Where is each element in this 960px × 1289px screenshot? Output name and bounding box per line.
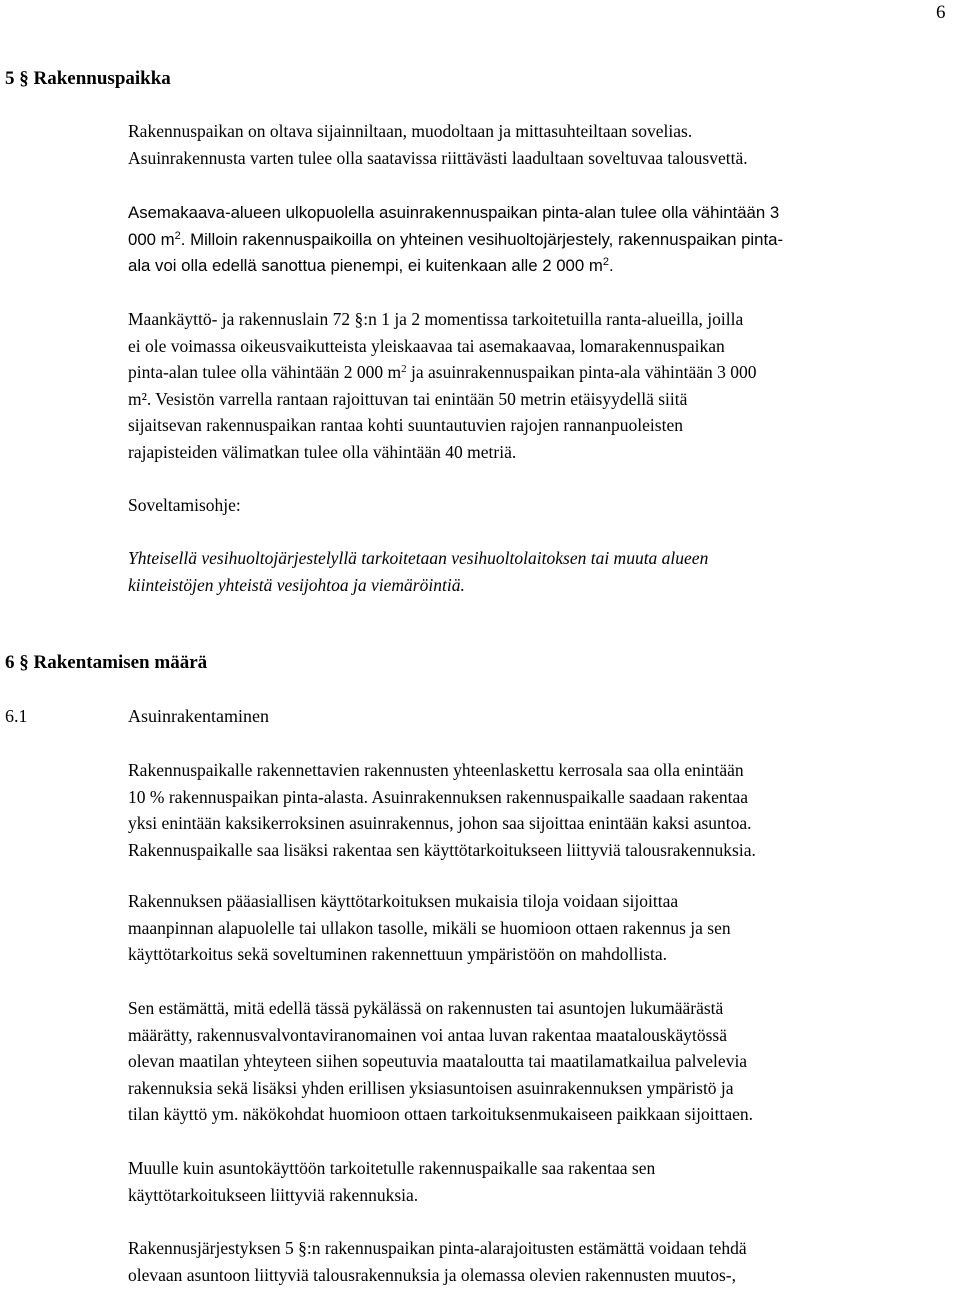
text-line: Rakennusjärjestyksen 5 §:n rakennuspaikan pinta-alarajoitusten estämättä voidaan tehdä [128, 1238, 747, 1258]
section-6-paragraph-2 [128, 888, 954, 968]
text-fragment: ja asuinrakennuspaikan pinta-ala vähintään 3 000 [406, 362, 757, 382]
text-line [128, 359, 954, 386]
text-line: käyttötarkoitukseen liittyviä rakennuksia. [128, 1184, 419, 1205]
text-line: Asemakaava-alueen ulkopuolella asuinrakennuspaikan pinta-alan tulee olla vähintään 3 [128, 203, 780, 222]
section-6-paragraph-3 [128, 995, 954, 1128]
text-fragment: ala voi olla edellä sanottua pienempi, ei kuitenkaan alle 2 000 m [128, 256, 603, 275]
text-line: käyttötarkoitus sekä soveltuminen rakennettuun ympäristöön on mahdollista. [128, 944, 667, 964]
text-line: Muulle kuin asuntokäyttöön tarkoitetulle rakennuspaikalle saa rakentaa sen [128, 1158, 656, 1178]
text-line: kiinteistöjen yhteistä vesijohtoa ja viemäröintiä. [128, 574, 465, 595]
subsection-number: 6.1 [5, 706, 28, 726]
section-5-heading: 5 § Rakennuspaikka [5, 68, 171, 89]
text-line: määrätty, rakennusvalvontaviranomainen voi antaa luvan rakentaa maatalouskäytössä [128, 1024, 727, 1045]
section-5-paragraph-2 [128, 200, 954, 280]
section-6-heading: 6 § Rakentamisen määrä [5, 652, 208, 673]
section-5-paragraph-3 [128, 306, 954, 465]
text-fragment: . Milloin rakennuspaikoilla on yhteinen vesihuoltojärjestely, rakennuspaikan pinta- [180, 229, 784, 249]
text-line: maanpinnan alapuolelle tai ullakon tasolle, mikäli se huomioon ottaen rakennus ja sen [128, 917, 731, 938]
section-6-paragraph-5 [128, 1235, 954, 1288]
guidance-text [128, 545, 954, 598]
text-line [128, 227, 954, 254]
text-line: olevaan asuntoon liittyviä talousrakennuksia ja olemassa olevien rakennusten muutos-, [128, 1264, 736, 1285]
text-line: ei ole voimassa oikeusvaikutteista yleiskaavaa tai asemakaavaa, lomarakennuspaikan [128, 335, 725, 356]
text-line: Rakennuspaikalle rakennettavien rakennusten yhteenlaskettu kerrosala saa olla enintään [128, 760, 744, 780]
text-line: olevan maatilan yhteyteen siihen sopeutuvia maataloutta tai maatilamatkailua palvelevia [128, 1051, 748, 1071]
subsection-title: Asuinrakentaminen [128, 706, 269, 726]
text-line [128, 253, 954, 280]
superscript: 2 [174, 229, 181, 242]
text-line: Asuinrakennusta varten tulee olla saatavissa riittävästi laadultaan soveltuvaa talousvettä. [128, 147, 748, 168]
text-line: Rakennuksen pääasiallisen käyttötarkoituksen mukaisia tiloja voidaan sijoittaa [128, 891, 679, 911]
text-fragment: . [608, 256, 614, 275]
text-fragment: pinta-alan tulee olla vähintään 2 000 m [128, 362, 402, 382]
text-line: tilan käyttö ym. näkökohdat huomioon ottaen tarkoituksenmukaiseen paikkaan sijoittaen. [128, 1104, 754, 1124]
superscript: 2 [602, 256, 609, 268]
guidance-label [128, 492, 954, 519]
text-line: 10 % rakennuspaikan pinta-alasta. Asuinrakennuksen rakennuspaikalle saadaan rakentaa [128, 786, 749, 807]
text-line: Soveltamisohje: [128, 495, 241, 515]
text-fragment: 000 m [128, 229, 175, 249]
text-line: rakennuksia sekä lisäksi yhden erillisen yksiasuntoisen asuinrakennuksen ympäristö ja [128, 1077, 734, 1098]
section-6-paragraph-4 [128, 1155, 954, 1208]
section-5-paragraph-1 [128, 118, 954, 171]
text-line: Maankäyttö- ja rakennuslain 72 §:n 1 ja 2 momentissa tarkoitetuilla ranta-alueilla, joilla [128, 309, 744, 329]
page-number: 6 [936, 2, 946, 23]
text-line: sijaitsevan rakennuspaikan rantaa kohti suuntautuvien rajojen rannanpuoleisten [128, 415, 683, 435]
text-line: m². Vesistön varrella rantaan rajoittuvan tai enintään 50 metrin etäisyydellä siitä [128, 388, 688, 409]
text-line: Yhteisellä vesihuoltojärjestelyllä tarkoitetaan vesihuoltolaitoksen tai muuta alueen [128, 548, 709, 568]
text-line: rajapisteiden välimatkan tulee olla vähintään 40 metriä. [128, 441, 517, 462]
superscript: 2 [401, 363, 407, 375]
section-6-paragraph-1 [128, 757, 954, 863]
text-line: Sen estämättä, mitä edellä tässä pykälässä on rakennusten tai asuntojen lukumäärästä [128, 998, 724, 1018]
text-line: Rakennuspaikalle saa lisäksi rakentaa sen käyttötarkoitukseen liittyviä talousrakennuksia. [128, 839, 756, 860]
text-line: yksi enintään kaksikerroksinen asuinrakennus, johon saa sijoittaa enintään kaksi asuntoa. [128, 813, 752, 833]
text-line: Rakennuspaikan on oltava sijainniltaan, muodoltaan ja mittasuhteiltaan sovelias. [128, 121, 693, 141]
